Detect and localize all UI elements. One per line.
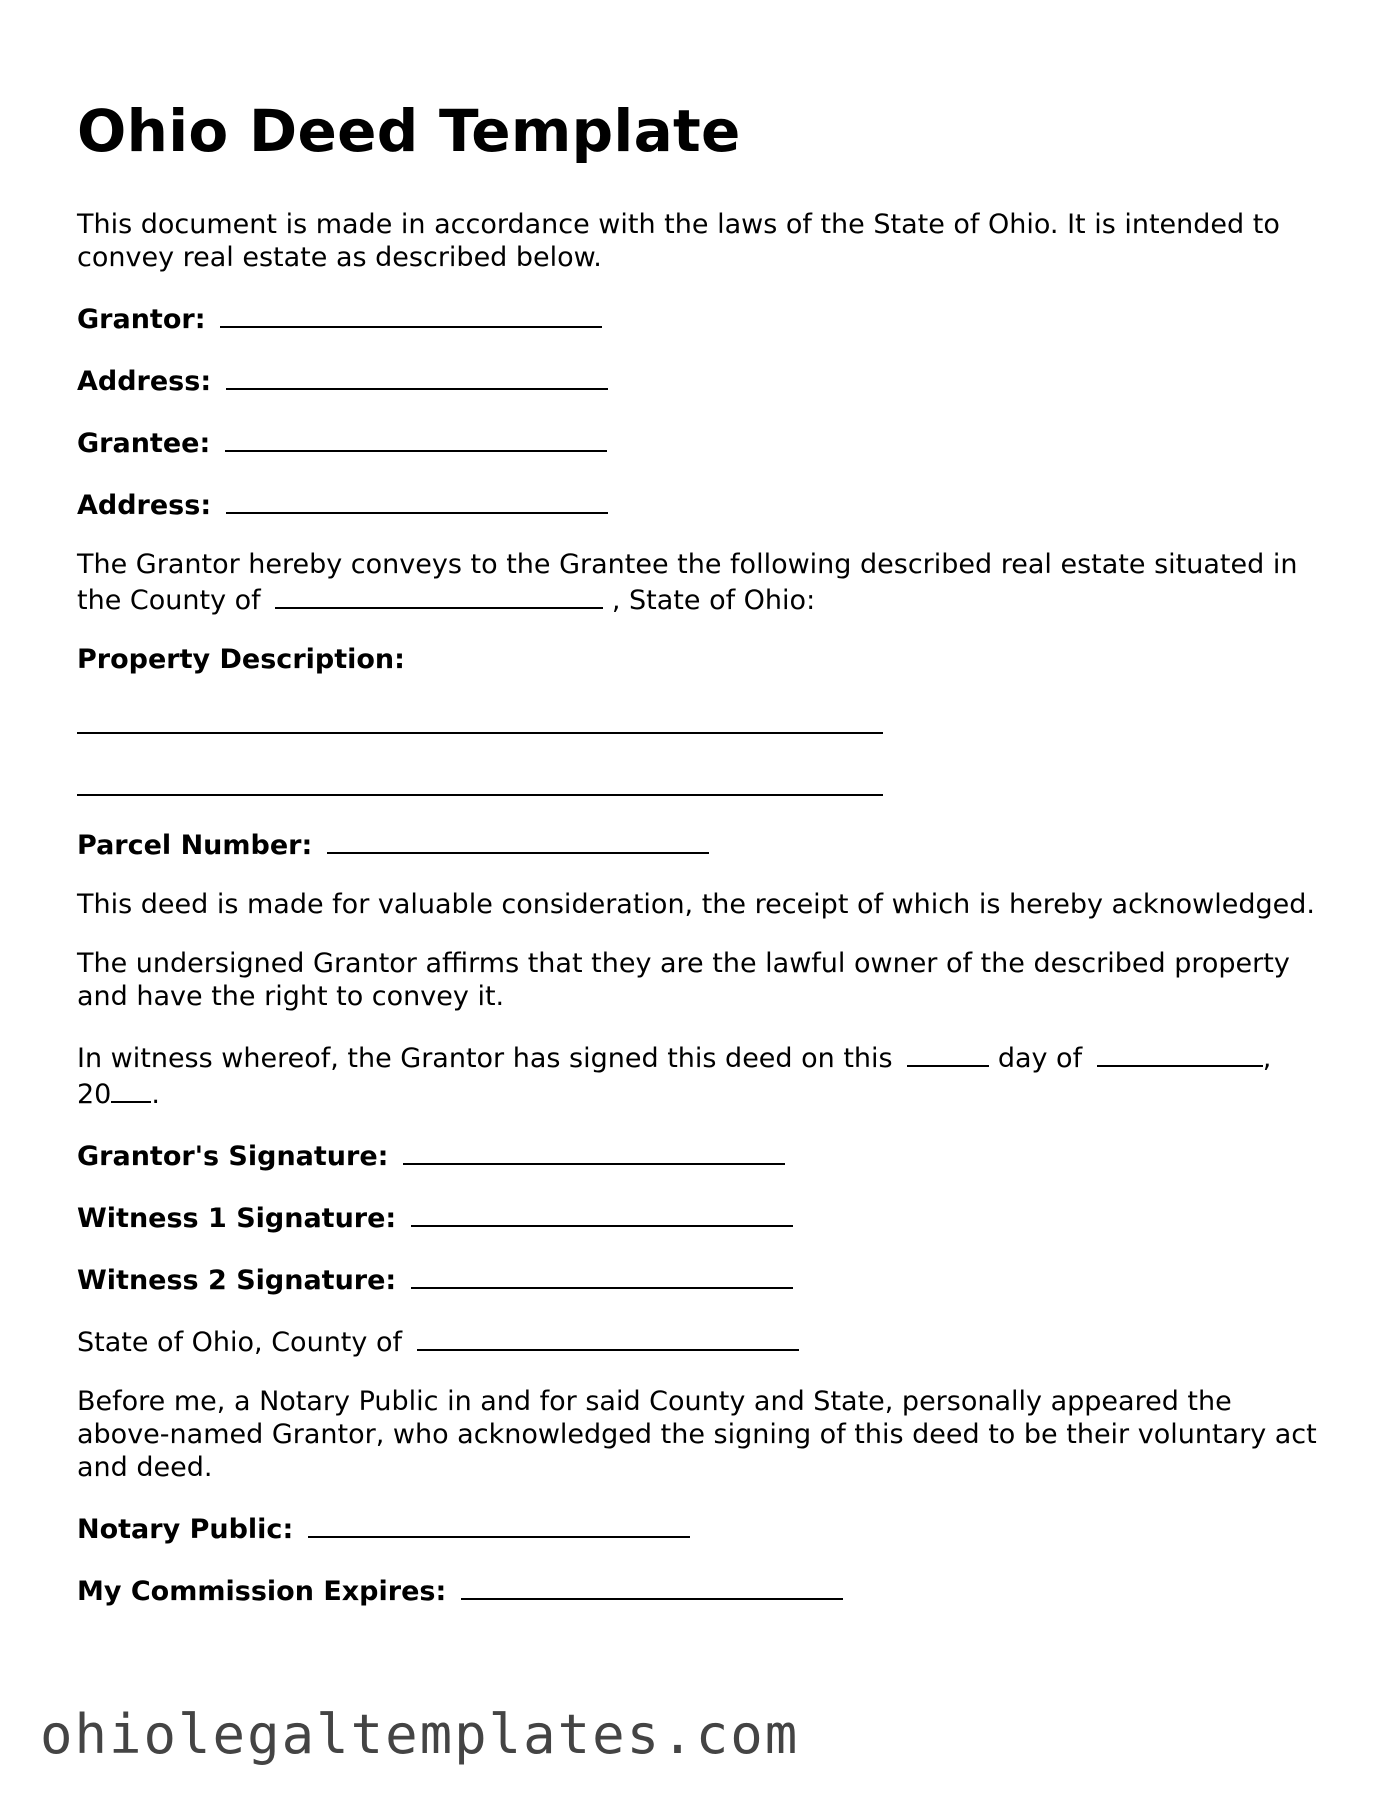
property-description-lines (77, 702, 1317, 796)
commission-expires-label: My Commission Expires: (77, 1576, 447, 1607)
grantor-signature-blank[interactable] (403, 1137, 785, 1165)
property-description-label: Property Description: (77, 644, 405, 675)
witness-2-signature-field (77, 1261, 1317, 1297)
notary-county-blank[interactable] (417, 1323, 799, 1351)
affirmation-paragraph: The undersigned Grantor affirms that they are the lawful owner of the described property and have the right to convey it. (77, 948, 1290, 1012)
grantor-address-blank[interactable] (226, 362, 608, 390)
parcel-number-field (77, 826, 1317, 862)
witness-1-signature-field (77, 1199, 1317, 1235)
property-description-heading (77, 643, 1317, 676)
witness-clause-period: . (151, 1079, 160, 1110)
grantee-address-blank[interactable] (226, 486, 608, 514)
grantee-label: Grantee: (77, 428, 211, 459)
intro-paragraph: This document is made in accordance with the laws of the State of Ohio. It is intended to convey real estate as described below. (77, 209, 1280, 273)
page-title: Ohio Deed Template (77, 97, 741, 165)
witness-clause-year-prefix: 20 (77, 1079, 112, 1110)
parcel-number-label: Parcel Number: (77, 830, 313, 861)
property-description-line-1[interactable] (77, 702, 883, 734)
month-blank[interactable] (1097, 1039, 1263, 1067)
property-description-line-2[interactable] (77, 764, 883, 796)
witness-clause-comma: , (1262, 1043, 1272, 1074)
parcel-number-blank[interactable] (327, 826, 709, 854)
witness-clause-text-2: day of (997, 1043, 1083, 1074)
notary-public-label: Notary Public: (77, 1514, 294, 1545)
consideration-paragraph: This deed is made for valuable consideration, the receipt of which is hereby acknowledged. (77, 889, 1315, 920)
witness-2-signature-blank[interactable] (411, 1261, 793, 1289)
notary-public-blank[interactable] (308, 1510, 690, 1538)
grantee-address-label: Address: (77, 490, 212, 521)
grantor-signature-label: Grantor's Signature: (77, 1141, 389, 1172)
grantor-blank[interactable] (220, 300, 602, 328)
grantee-address-field (77, 486, 1317, 522)
commission-expires-blank[interactable] (461, 1572, 843, 1600)
conveyance-state-text: , State of Ohio: (611, 585, 816, 616)
footer-watermark: ohiolegaltemplates.com (40, 1703, 800, 1766)
witness-1-signature-label: Witness 1 Signature: (77, 1203, 397, 1234)
conveyance-text: The Grantor hereby conveys to the Grantee the following described real estate situated in the County of (77, 549, 1298, 616)
notary-public-field (77, 1510, 1317, 1546)
conveyance-paragraph (77, 548, 1317, 617)
notary-county-label: State of Ohio, County of (77, 1327, 402, 1358)
witness-1-signature-blank[interactable] (411, 1199, 793, 1227)
grantor-field (77, 300, 1317, 336)
grantor-label: Grantor: (77, 304, 206, 335)
grantor-address-label: Address: (77, 366, 212, 397)
grantor-signature-field (77, 1137, 1317, 1173)
grantee-field (77, 424, 1317, 460)
witness-clause-text-1: In witness whereof, the Grantor has signed this deed on this (77, 1043, 893, 1074)
witness-2-signature-label: Witness 2 Signature: (77, 1265, 397, 1296)
grantor-address-field (77, 362, 1317, 398)
witness-clause-paragraph (77, 1039, 1317, 1111)
year-blank[interactable] (111, 1075, 151, 1103)
county-blank[interactable] (275, 581, 603, 609)
day-blank[interactable] (907, 1039, 989, 1067)
document-page (77, 96, 1317, 1634)
grantee-blank[interactable] (225, 424, 607, 452)
commission-expires-field (77, 1572, 1317, 1608)
notary-statement-paragraph: Before me, a Notary Public in and for said County and State, personally appeared the above-named Grantor, who acknowledged the signing of this deed to be their voluntary act and deed. (77, 1386, 1317, 1483)
notary-county-field (77, 1323, 1317, 1359)
